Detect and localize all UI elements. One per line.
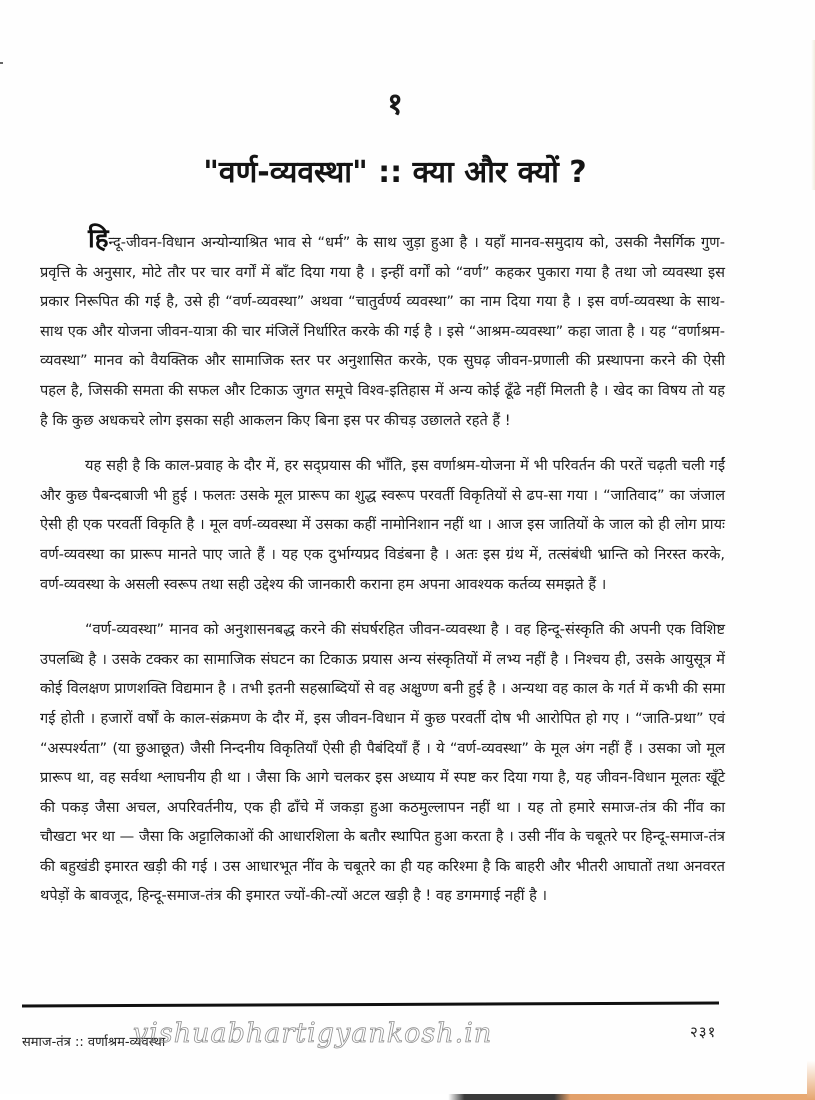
chapter-number: १ (387, 87, 403, 122)
drop-cap: हि (88, 224, 109, 254)
scan-corner-background (807, 1060, 815, 1100)
running-title: समाज-तंत्र :: वर्णाश्रम-व्यवस्था (22, 1035, 166, 1050)
paragraph-1 (40, 224, 725, 435)
paragraph-1-text: न्दू-जीवन-विधान अन्योन्याश्रित भाव से “धर्म” के साथ जुड़ा हुआ है । यहाँ मानव-समुदाय को, उसकी नैसर्गिक गुण-प्रवृत्ति के अनुसार, मोटे तौर पर चार वर्गों में बाँट दिया गया है । इन्हीं वर्गों को “वर्ण” कहकर पुकारा गया है तथा जो व्यवस्था इस प्रकार निरूपित की गई है, उसे ही “वर्ण-व्यवस्था” अथवा “चातुर्वर्ण्य व्यवस्था” का नाम दिया गया है । इस वर्ण-व्यवस्था के साथ-साथ एक और योजना जीवन-यात्रा की चार मंजिलें निर्धारित करके की गई है । इसे “आश्रम-व्यवस्था” कहा जाता है । यह “वर्णाश्रम-व्यवस्था” मानव को वैयक्तिक और सामाजिक स्तर पर अनुशासित करके, एक सुघढ़ जीवन-प्रणाली की प्रस्थापना करने की ऐसी पहल है, जिसकी समता की सफल और टिकाऊ जुगत समूचे विश्व-इतिहास में अन्य कोई ढूँढे नहीं मिलती है । खेद का विषय तो यह है कि कुछ अधकचरे लोग इसका सही आकलन किए बिना इस पर कीचड़ उछालते रहते हैं ! (40, 234, 725, 429)
scan-background-strip (0, 1094, 815, 1100)
chapter-body (40, 224, 725, 911)
page-edge-shadow (811, 40, 815, 190)
paragraph-2: यह सही है कि काल-प्रवाह के दौर में, हर सद्प्रयास की भाँति, इस वर्णाश्रम-योजना में भी परिवर्तन की परतें चढ़ती चली गईं और कुछ पैबन्दबाजी भी हुई । फलतः उसके मूल प्रारूप का शुद्ध स्वरूप परवर्ती विकृतियों से ढप-सा गया । “जातिवाद” का जंजाल ऐसी ही एक परवर्ती विकृति है । मूल वर्ण-व्यवस्था में उसका कहीं नामोनिशान नहीं था । आज इस जातियों के जाल को ही लोग प्रायः वर्ण-व्यवस्था का प्रारूप मानते पाए जाते हैं । यह एक दुर्भाग्यप्रद विडंबना है । अतः इस ग्रंथ में, तत्संबंधी भ्रान्ति को निरस्त करके, वर्ण-व्यवस्था के असली स्वरूप तथा सही उद्देश्य की जानकारी कराना हम अपना आवश्यक कर्तव्य समझते हैं । (40, 457, 725, 593)
paragraph-3: “वर्ण-व्यवस्था” मानव को अनुशासनबद्ध करने की संघर्षरहित जीवन-व्यवस्था है । वह हिन्दू-संस्कृति की अपनी एक विशिष्ट उपलब्धि है । उसके टक्कर का सामाजिक संघटन का टिकाऊ प्रयास अन्य संस्कृतियों में लभ्य नहीं है । निश्चय ही, उसके आयुसूत्र में कोई विलक्षण प्राणशक्ति विद्यमान है । तभी इतनी सहस्राब्दियों से वह अक्षुण्ण बनी हुई है । अन्यथा वह काल के गर्त में कभी की समा गई होती । हजारों वर्षों के काल-संक्रमण के दौर में, इस जीवन-विधान में कुछ परवर्ती दोष भी आरोपित हो गए । “जाति-प्रथा” एवं “अस्पर्श्यता” (या छुआछूत) जैसी निन्दनीय विकृतियाँ ऐसी ही पैबंदियाँ हैं । ये “वर्ण-व्यवस्था” के मूल अंग नहीं हैं । उसका जो मूल प्रारूप था, वह सर्वथा श्लाघनीय ही था । जैसा कि आगे चलकर इस अध्याय में स्पष्ट कर दिया गया है, यह जीवन-विधान मूलतः खूँटे की पकड़ जैसा अचल, अपरिवर्तनीय, एक ही ढाँचे में जकड़ा हुआ कठमुल्लापन नहीं था । यह तो हमारे समाज-तंत्र की नींव का चौखटा भर था — जैसा कि अट्टालिकाओं की आधारशिला के बतौर स्थापित हुआ करता है । उसी नींव के चबूतरे पर हिन्दू-समाज-तंत्र की बहुखंडी इमारत खड़ी की गई । उस आधारभूत नींव के चबूतरे का ही यह करिश्मा है कि बाहरी और भीतरी आघातों तथा अनवरत थपेड़ों के बावजूद, हिन्दू-समाज-तंत्र की इमारत ज्यों-की-त्यों अटल खड़ी है ! वह डगमगाई नहीं है । (40, 621, 725, 905)
chapter-title: "वर्ण-व्यवस्था" :: क्या और क्यों ? (203, 155, 587, 190)
watermark: vishuabhartigyankosh.in (133, 1018, 493, 1049)
scan-mark (0, 62, 3, 64)
footer-divider (22, 1001, 719, 1007)
page-number: २३१ (690, 1023, 717, 1041)
